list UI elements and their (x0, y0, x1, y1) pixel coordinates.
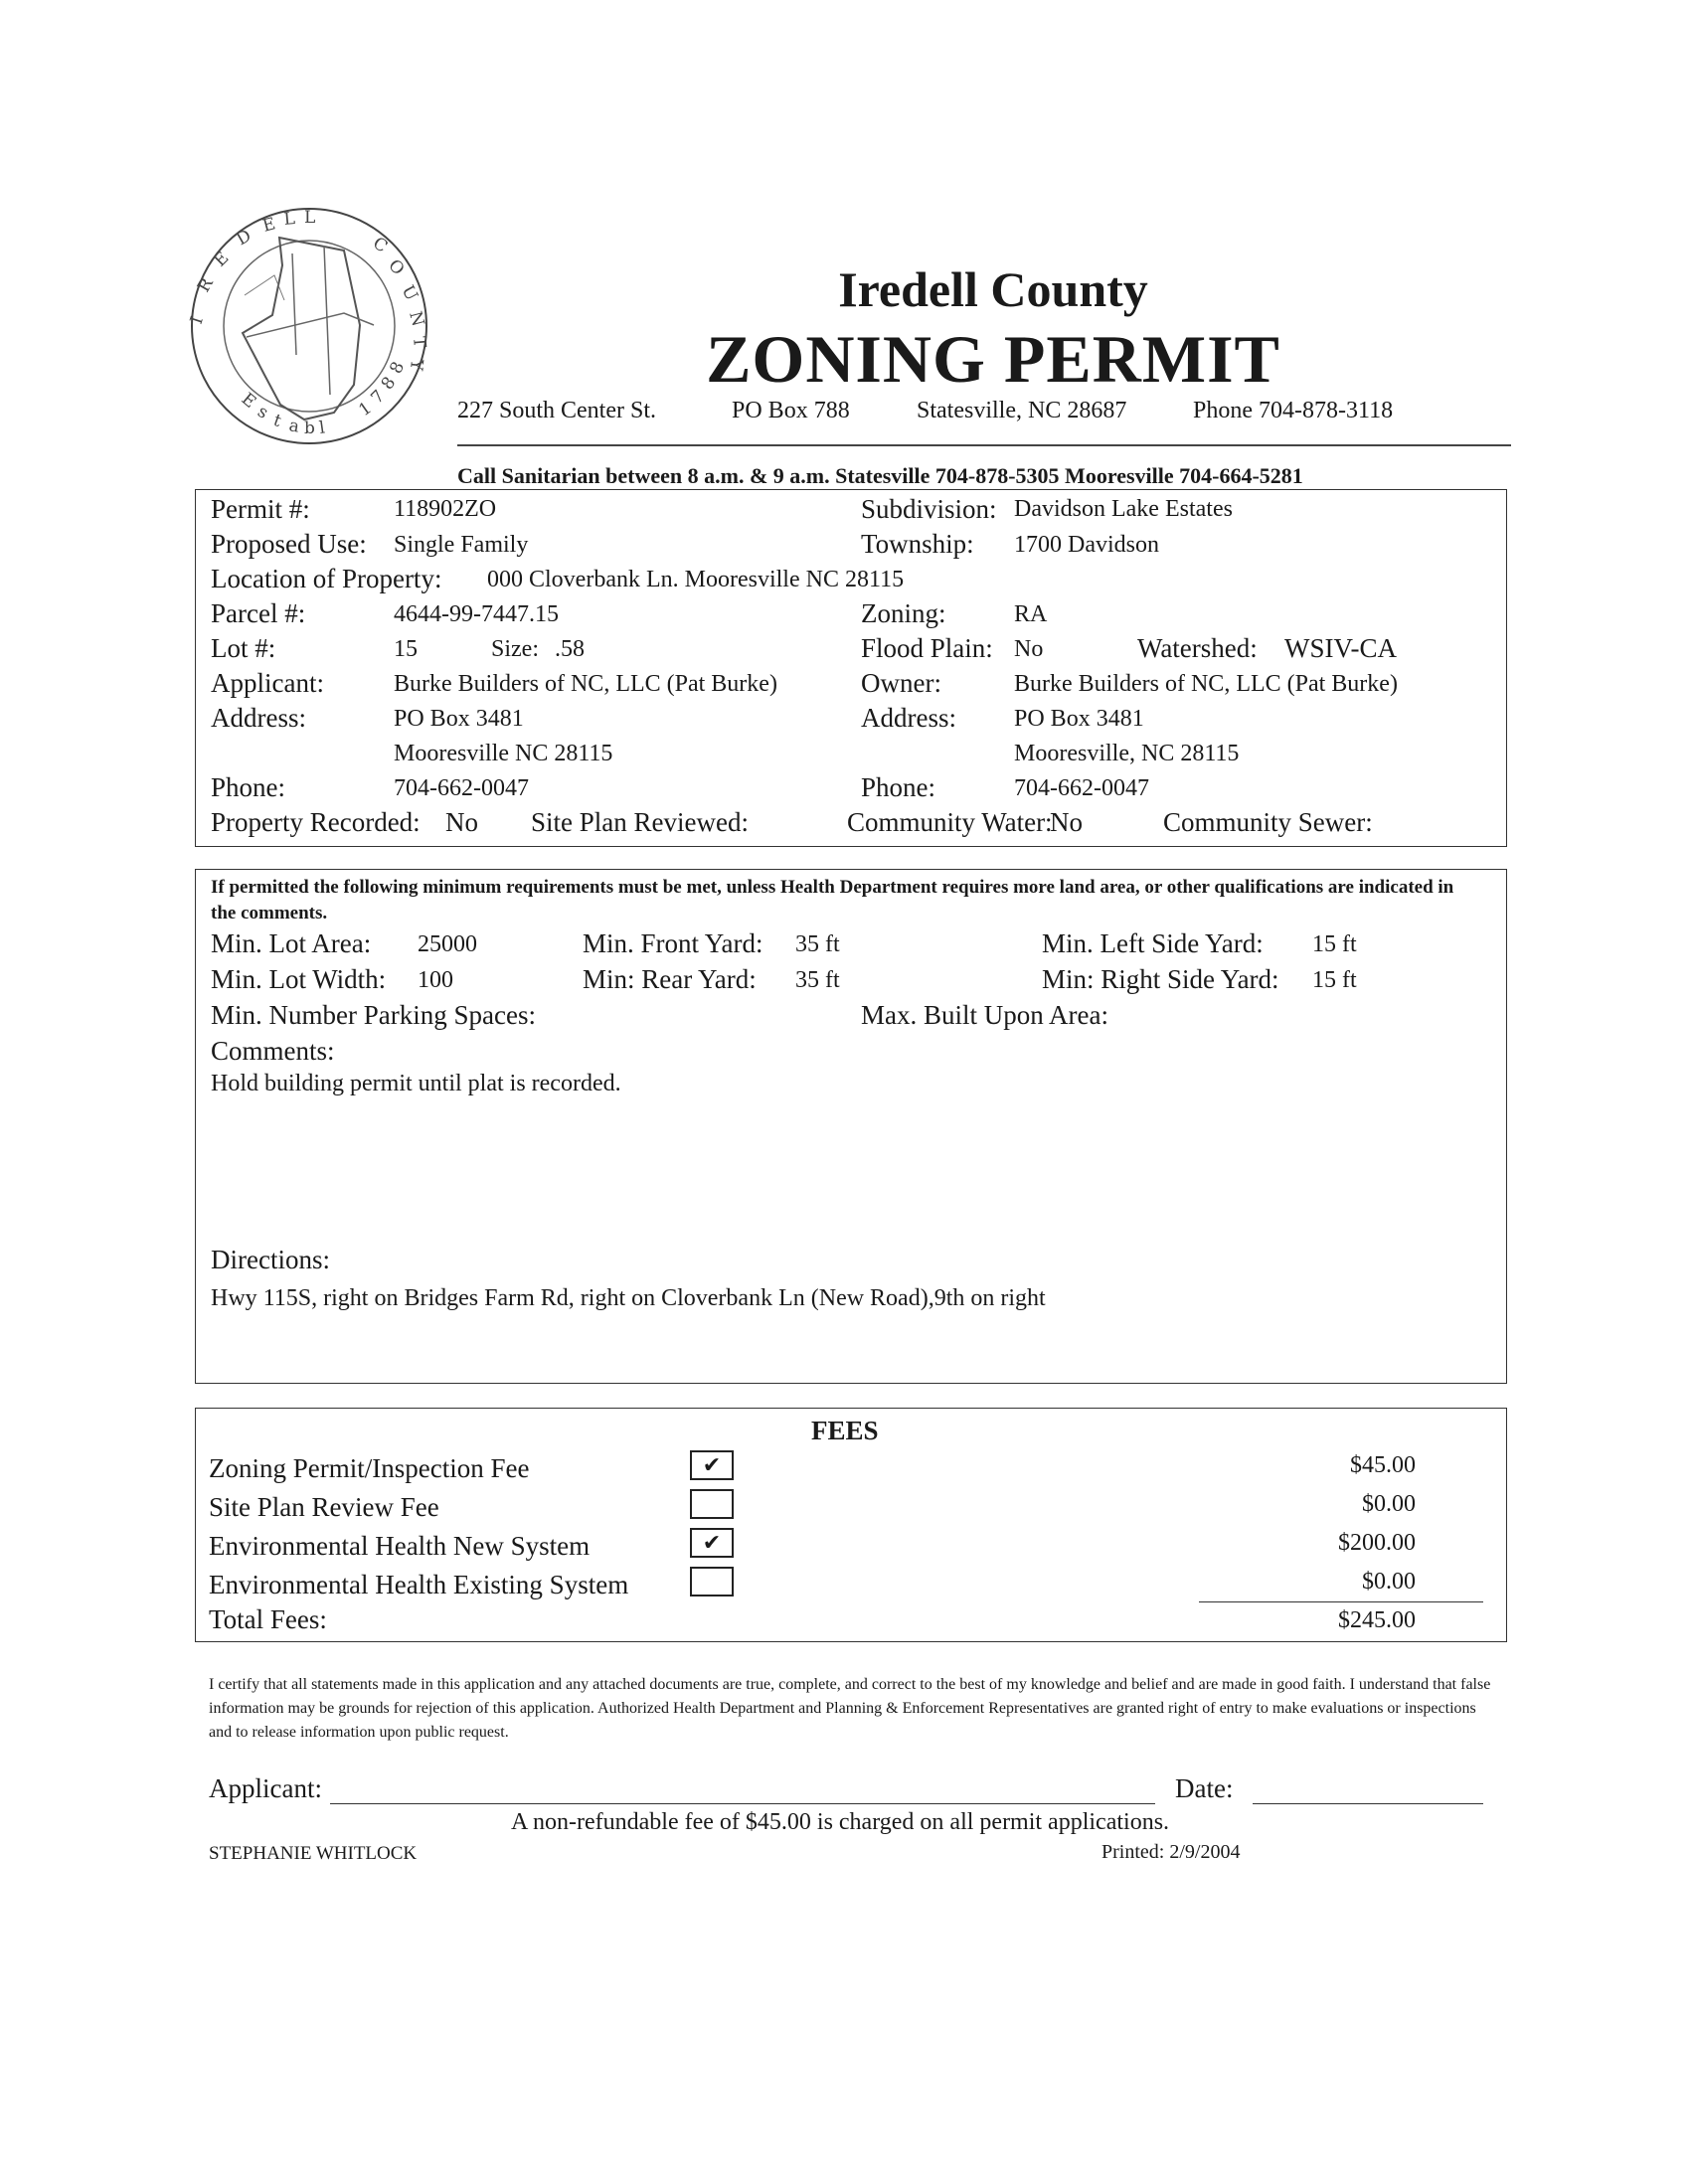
max-built-upon-area-label: Max. Built Upon Area: (861, 1000, 1108, 1030)
min-right-side-yard-label: Min: Right Side Yard: (1042, 964, 1279, 994)
zoning-label: Zoning: (861, 598, 946, 628)
svg-text:E: E (260, 214, 278, 237)
fee-amount: $45.00 (1350, 1452, 1416, 1478)
min-lot-area-value: 25000 (418, 931, 477, 957)
community-sewer-label: Community Sewer: (1163, 807, 1373, 837)
fee-label: Site Plan Review Fee (209, 1492, 439, 1522)
owner-address-line1: PO Box 3481 (1014, 706, 1144, 732)
owner-phone-value: 704-662-0047 (1014, 775, 1149, 801)
property-recorded-label: Property Recorded: (211, 807, 421, 837)
svg-text:T: T (409, 335, 429, 349)
size-value: .58 (555, 636, 585, 662)
svg-text:L: L (304, 208, 316, 228)
fee-amount: $200.00 (1338, 1530, 1416, 1556)
date-line[interactable] (1253, 1803, 1483, 1804)
svg-text:Y: Y (406, 358, 426, 372)
svg-text:8: 8 (386, 358, 410, 378)
svg-text:t: t (270, 410, 284, 432)
min-left-side-yard-value: 15 ft (1312, 931, 1357, 957)
fee-notice: A non-refundable fee of $45.00 is charged on all permit applications. (511, 1809, 1170, 1835)
certification-statement: I certify that all statements made in this application and any attached documents are true, complete, and correct to the best of my knowledge and belief and are made in good faith. I understand that false information may be grounds for rejection of this application. Authorized Health Department and Planning & Enforcement Representatives are granted right of entry to make evaluations or inspections and to release information upon public request. (209, 1676, 1491, 1741)
watershed-value: WSIV-CA (1284, 633, 1398, 663)
office-city: Statesville, NC 28687 (917, 398, 1127, 423)
directions-value: Hwy 115S, right on Bridges Farm Rd, right on Cloverbank Ln (New Road),9th on right (211, 1285, 1046, 1311)
min-rear-yard-value: 35 ft (795, 967, 840, 993)
page-title: ZONING PERMIT (706, 321, 1280, 397)
permit-number-value: 118902ZO (394, 496, 497, 522)
total-fees-label: Total Fees: (209, 1604, 327, 1634)
date-label: Date: (1175, 1773, 1234, 1803)
svg-text:l: l (317, 418, 327, 438)
size-label: Size: (491, 636, 539, 662)
checkmark-icon: ✔ (702, 1453, 722, 1478)
township-label: Township: (861, 529, 974, 559)
min-rear-yard-label: Min: Rear Yard: (583, 964, 757, 994)
office-street: 227 South Center St. (457, 398, 657, 423)
requirements-intro: If permitted the following minimum requirements must be met, unless Health Department requires more land area, or other qualifications are indicated in the comments. (211, 877, 1454, 924)
community-water-label: Community Water: (847, 807, 1053, 837)
location-value: 000 Cloverbank Ln. Mooresville NC 28115 (487, 567, 905, 592)
clerk-name: STEPHANIE WHITLOCK (209, 1843, 418, 1864)
county-name: Iredell County (838, 261, 1148, 317)
applicant-value: Burke Builders of NC, LLC (Pat Burke) (394, 671, 777, 697)
directions-label: Directions: (211, 1245, 330, 1274)
fee-checkbox[interactable] (690, 1450, 734, 1480)
min-lot-width-label: Min. Lot Width: (211, 964, 387, 994)
fee-checkbox[interactable] (690, 1567, 734, 1596)
lot-label: Lot #: (211, 633, 276, 663)
svg-text:O: O (384, 255, 409, 279)
office-po-box: PO Box 788 (732, 398, 850, 423)
applicant-address-line2: Mooresville NC 28115 (394, 741, 613, 766)
svg-text:L: L (282, 209, 296, 230)
min-parking-spaces-label: Min. Number Parking Spaces: (211, 1000, 536, 1030)
fee-amount: $0.00 (1362, 1569, 1416, 1595)
zoning-value: RA (1014, 601, 1048, 627)
printed-date: Printed: 2/9/2004 (1101, 1841, 1241, 1863)
property-info-box (195, 489, 1507, 847)
svg-text:D: D (233, 226, 255, 251)
watershed-label: Watershed: (1137, 633, 1258, 663)
township-value: 1700 Davidson (1014, 532, 1159, 558)
min-right-side-yard-value: 15 ft (1312, 967, 1357, 993)
flood-plain-value: No (1014, 636, 1044, 662)
min-left-side-yard-label: Min. Left Side Yard: (1042, 928, 1264, 958)
owner-address-line2: Mooresville, NC 28115 (1014, 741, 1240, 766)
svg-text:C: C (369, 233, 392, 257)
svg-text:N: N (405, 309, 428, 329)
min-lot-width-value: 100 (418, 967, 453, 993)
comments-label: Comments: (211, 1036, 335, 1066)
office-phone: Phone 704-878-3118 (1193, 398, 1394, 423)
property-recorded-value: No (445, 807, 478, 837)
header-divider (457, 444, 1511, 446)
fee-label: Zoning Permit/Inspection Fee (209, 1453, 530, 1483)
svg-text:U: U (397, 281, 422, 304)
owner-phone-label: Phone: (861, 772, 936, 802)
parcel-value: 4644-99-7447.15 (394, 601, 559, 627)
comments-value: Hold building permit until plat is recorded. (211, 1071, 621, 1096)
total-divider (1199, 1601, 1483, 1602)
lot-value: 15 (394, 636, 418, 662)
applicant-signature-line[interactable] (330, 1803, 1155, 1804)
fees-title: FEES (811, 1416, 879, 1445)
total-fees-amount: $245.00 (1338, 1607, 1416, 1633)
svg-text:1: 1 (355, 398, 376, 421)
svg-text:E: E (237, 389, 260, 413)
sanitarian-notice: Call Sanitarian between 8 a.m. & 9 a.m. Statesville 704-878-5305 Mooresville 704-664-5281 (457, 463, 1303, 488)
community-water-value: No (1050, 807, 1083, 837)
applicant-address-line1: PO Box 3481 (394, 706, 524, 732)
min-front-yard-label: Min. Front Yard: (583, 928, 763, 958)
applicant-phone-value: 704-662-0047 (394, 775, 529, 801)
fee-label: Environmental Health New System (209, 1531, 591, 1561)
permit-number-label: Permit #: (211, 494, 310, 524)
parcel-label: Parcel #: (211, 598, 306, 628)
checkmark-icon (692, 1491, 732, 1517)
fee-checkbox[interactable] (690, 1528, 734, 1558)
min-front-yard-value: 35 ft (795, 931, 840, 957)
checkmark-icon (692, 1569, 732, 1595)
subdivision-value: Davidson Lake Estates (1014, 496, 1233, 522)
proposed-use-label: Proposed Use: (211, 529, 367, 559)
flood-plain-label: Flood Plain: (861, 633, 993, 663)
fee-amount: $0.00 (1362, 1491, 1416, 1517)
svg-text:8: 8 (377, 373, 401, 394)
applicant-signature-label: Applicant: (209, 1773, 322, 1803)
applicant-label: Applicant: (211, 668, 324, 698)
subdivision-label: Subdivision: (861, 494, 997, 524)
min-lot-area-label: Min. Lot Area: (211, 928, 372, 958)
owner-value: Burke Builders of NC, LLC (Pat Burke) (1014, 671, 1398, 697)
svg-text:R: R (194, 274, 218, 296)
proposed-use-value: Single Family (394, 532, 529, 558)
svg-text:a: a (287, 416, 301, 437)
location-label: Location of Property: (211, 564, 442, 593)
fee-checkbox[interactable] (690, 1489, 734, 1519)
svg-text:b: b (304, 419, 315, 438)
svg-text:E: E (210, 248, 234, 271)
svg-text:I: I (186, 313, 208, 327)
fee-label: Environmental Health Existing System (209, 1570, 629, 1599)
checkmark-icon: ✔ (702, 1531, 722, 1556)
site-plan-reviewed-label: Site Plan Reviewed: (531, 807, 749, 837)
applicant-phone-label: Phone: (211, 772, 286, 802)
applicant-address-label: Address: (211, 703, 306, 733)
svg-text:7: 7 (367, 386, 390, 409)
svg-text:s: s (254, 402, 272, 423)
owner-label: Owner: (861, 668, 941, 698)
owner-address-label: Address: (861, 703, 956, 733)
